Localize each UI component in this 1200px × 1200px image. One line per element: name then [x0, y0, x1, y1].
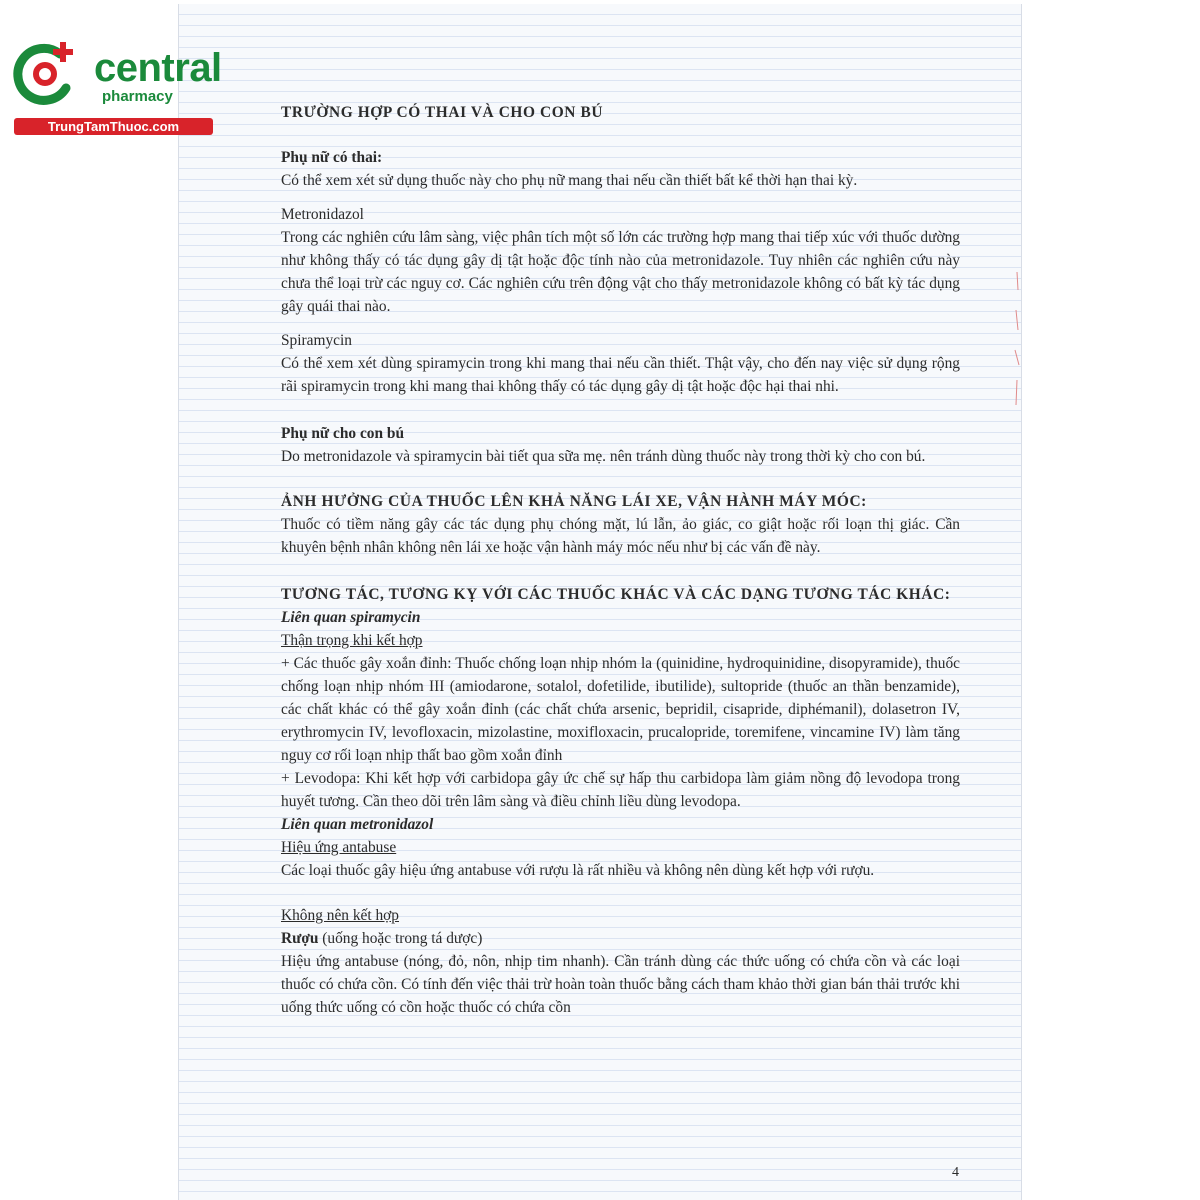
alcohol-label: Rượu: [281, 930, 319, 947]
section-title-pregnancy: TRƯỜNG HỢP CÓ THAI VÀ CHO CON BÚ: [281, 104, 604, 121]
alcohol-text: Hiệu ứng antabuse (nóng, đỏ, nôn, nhịp tim nhanh). Cần tránh dùng các thức uống có chứa cồn và các loại thuốc có chứa cồn. Có tính đến việc thải trừ hoàn toàn thuốc bằng cách tham khảo thời gian bán thải trước khi uống thức uống có cồn hoặc thuốc có chứa cồn: [281, 953, 960, 1016]
section-title-driving: ẢNH HƯỞNG CỦA THUỐC LÊN KHẢ NĂNG LÁI XE, VẬN HÀNH MÁY MÓC:: [281, 493, 867, 510]
margin-handwriting-mark: [1012, 270, 1022, 420]
caution-combination-heading: Thận trọng khi kết hợp: [281, 632, 423, 649]
document-body: [281, 101, 960, 1019]
page-number: 4: [952, 1165, 959, 1180]
metronidazol-heading: Metronidazol: [281, 206, 364, 223]
spiramycin-text: Có thể xem xét dùng spiramycin trong khi mang thai nếu cần thiết. Thật vậy, cho đến nay việc sử dụng rộng rãi spiramycin trong khi mang thai không thấy có tác dụng gây dị tật hoặc độc hại thai nhi.: [281, 355, 960, 395]
breastfeeding-text: Do metronidazole và spiramycin bài tiết qua sữa mẹ. nên tránh dùng thuốc này trong thời kỳ cho con bú.: [281, 448, 926, 465]
alcohol-heading: [281, 927, 960, 950]
alcohol-note: (uống hoặc trong tá dược): [318, 930, 483, 947]
logo-url-badge[interactable]: TrungTamThuoc.com: [14, 118, 213, 135]
spiramycin-heading: Spiramycin: [281, 332, 352, 349]
metronidazol-interaction-heading: Liên quan metronidazol: [281, 816, 434, 833]
metronidazol-text: Trong các nghiên cứu lâm sàng, việc phân tích một số lớn các trường hợp mang thai tiếp xúc với thuốc dường như không thấy có tác dụng gây dị tật hoặc độc tính nào của metronidazole. Tuy nhiên các nghiên cứu này chưa thể loại trừ các nguy cơ. Các nghiên cứu trên động vật cho thấy metronidazole không có bất kỳ tác dụng gây quái thai nào.: [281, 229, 960, 315]
section-title-interactions: TƯƠNG TÁC, TƯƠNG KỴ VỚI CÁC THUỐC KHÁC VÀ CÁC DẠNG TƯƠNG TÁC KHÁC:: [281, 586, 951, 603]
central-logo-icon: [10, 38, 82, 110]
pregnant-text: Có thể xem xét sử dụng thuốc này cho phụ nữ mang thai nếu cần thiết bất kể thời hạn thai kỳ.: [281, 172, 858, 189]
central-pharmacy-logo: [10, 38, 222, 138]
interaction-item-torsades: + Các thuốc gây xoắn đỉnh: Thuốc chống loạn nhịp nhóm la (quinidine, hydroquinidine, disopyramide), thuốc chống loạn nhịp nhóm III (amiodarone, sotalol, dofetilide, ibutilide), sultopride (thuốc an thần benzamide), các chất khác có thể gây xoắn đỉnh (các chất chứa arsenic, bepridil, cisapride, diphémanil), dolasetron IV, erythromycin IV, levofloxacin, mizolastine, moxifloxacin, prucalopride, toremifene, vincamine IV) làm tăng nguy cơ rối loạn nhịp thất bao gồm xoắn đỉnh: [281, 655, 960, 764]
interaction-item-levodopa: + Levodopa: Khi kết hợp với carbidopa gây ức chế sự hấp thu carbidopa làm giảm nồng độ levodopa trong huyết tương. Cần theo dõi trên lâm sàng và điều chỉnh liều dùng levodopa.: [281, 770, 960, 810]
pregnant-heading: Phụ nữ có thai:: [281, 149, 383, 166]
driving-text: Thuốc có tiềm năng gây các tác dụng phụ chóng mặt, lú lẫn, ảo giác, co giật hoặc rối loạn thị giác. Cần khuyên bệnh nhân không nên lái xe hoặc vận hành máy móc nếu như bị các vấn đề này.: [281, 516, 960, 556]
breastfeeding-heading: Phụ nữ cho con bú: [281, 425, 404, 442]
spiramycin-interaction-heading: Liên quan spiramycin: [281, 609, 421, 626]
logo-name: central: [94, 46, 222, 90]
logo-subtitle: pharmacy: [102, 88, 173, 105]
antabuse-text: Các loại thuốc gây hiệu ứng antabuse với rượu là rất nhiều và không nên dùng kết hợp với rượu.: [281, 862, 875, 879]
antabuse-heading: Hiệu ứng antabuse: [281, 839, 397, 856]
not-recommended-heading: Không nên kết hợp: [281, 907, 399, 924]
